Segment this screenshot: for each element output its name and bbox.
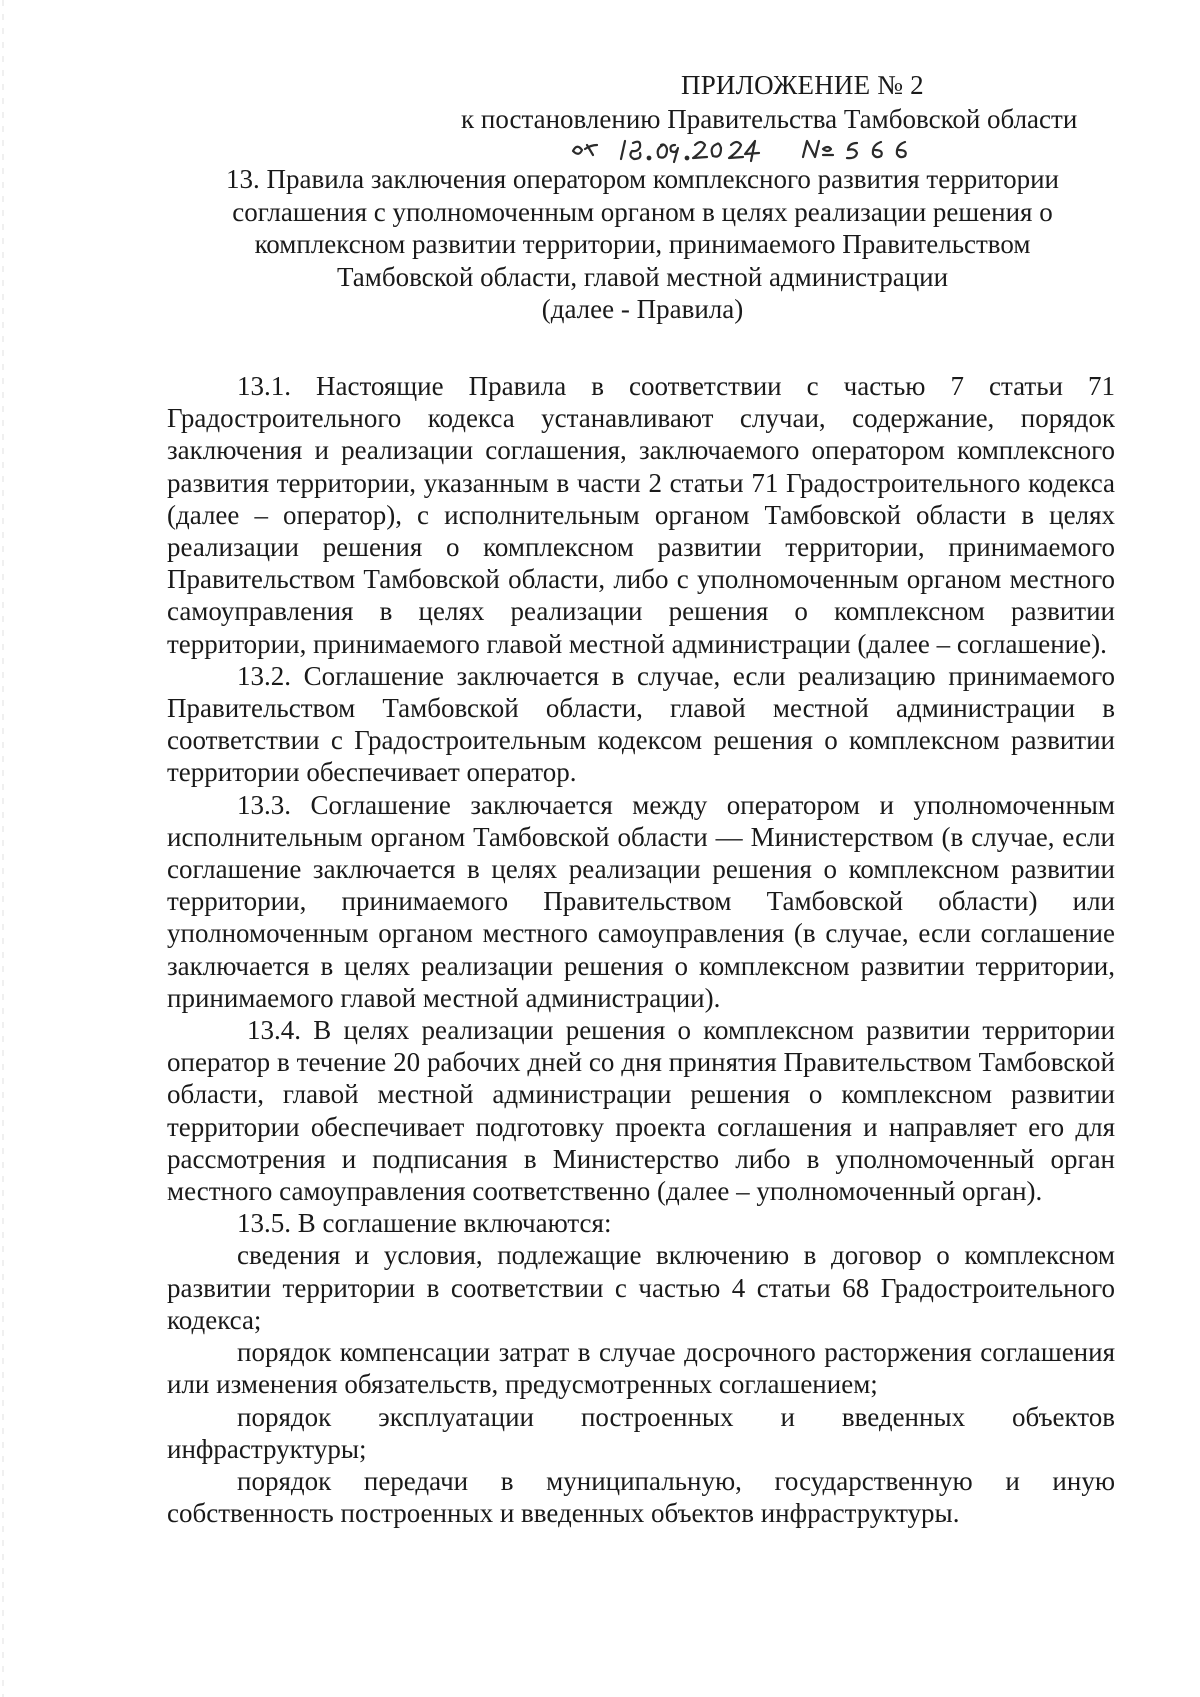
- list-item: сведения и условия, подлежащие включению в договор о комплексном развитии территории в соответствии с частью 4 статьи 68 Градостроительного кодекса;: [167, 1240, 1115, 1335]
- paragraph-13-1: 13.1. Настоящие Правила в соответствии с частью 7 статьи 71 Градостроительного кодекса устанавливают случаи, содержание, порядок заключения и реализации соглашения, заключаемого оператором комплексного развития территории, указанным в части 2 статьи 71 Градостроительного кодекса (далее – оператор), с исполнительным органом Тамбовской области в целях реализации решения о комплексном развитии территории, принимаемого Правительством Тамбовской области, либо с уполномоченным органом местного самоуправления в целях реализации решения о комплексном развитии территории, принимаемого главой местной администрации (далее – соглашение).: [167, 371, 1115, 659]
- paragraph-13-5: 13.5. В соглашение включаются:: [237, 1208, 612, 1239]
- title-line: Тамбовской области, главой местной администрации: [336, 261, 949, 292]
- title-line: соглашения с уполномоченным органом в целях реализации решения о: [232, 196, 1053, 227]
- list-item: порядок передачи в муниципальную, государственную и иную собственность построенных и введенных объектов инфраструктуры.: [167, 1465, 1115, 1529]
- list-item: порядок эксплуатации построенных и введенных объектов инфраструктуры;: [167, 1401, 1115, 1464]
- resolution-reference: к постановлению Правительства Тамбовской области: [461, 104, 1078, 134]
- appendix-heading: ПРИЛОЖЕНИЕ № 2: [681, 70, 924, 100]
- paragraph-13-3: 13.3. Соглашение заключается между оператором и уполномоченным исполнительным органом Тамбовской области — Министерством (в случае, если соглашение заключается в целях реализации решения о комплексном развитии территории, принимаемого Правительством Тамбовской области) или уполномоченным органом местного самоуправления (в случае, если соглашение заключается в целях реализации решения о комплексном развитии территории, принимаемого главой местной администрации).: [167, 789, 1115, 1013]
- title-line: комплексном развитии территории, принимаемого Правительством: [254, 229, 1031, 259]
- scan-edge-artifact: [2, 0, 4, 1697]
- rules-body: [167, 370, 1115, 1529]
- paragraph-13-2: 13.2. Соглашение заключается в случае, если реализацию принимаемого Правительством Тамбовской области, главой местной администрации в соответствии с Градостроительным кодексом решения о комплексном развитии территории обеспечивает оператор.: [167, 660, 1115, 788]
- paragraph-13-4: 13.4. В целях реализации решения о комплексном развитии территории оператор в течение 20 рабочих дней со дня принятия Правительством Тамбовской области, главой местной администрации решения о комплексном развитии территории обеспечивает подготовку проекта соглашения и направляет его для рассмотрения и подписания в Министерство либо в уполномоченный орган местного самоуправления соответственно (далее – уполномоченный орган).: [167, 1015, 1115, 1207]
- title-line: 13. Правила заключения оператором комплексного развития территории: [226, 164, 1059, 194]
- list-item: порядок компенсации затрат в случае досрочного расторжения соглашения или изменения обязательств, предусмотренных соглашением;: [167, 1337, 1115, 1400]
- title-line: (далее - Правила): [541, 294, 744, 324]
- rules-title: [140, 163, 1145, 326]
- handwritten-date-number: [567, 127, 987, 167]
